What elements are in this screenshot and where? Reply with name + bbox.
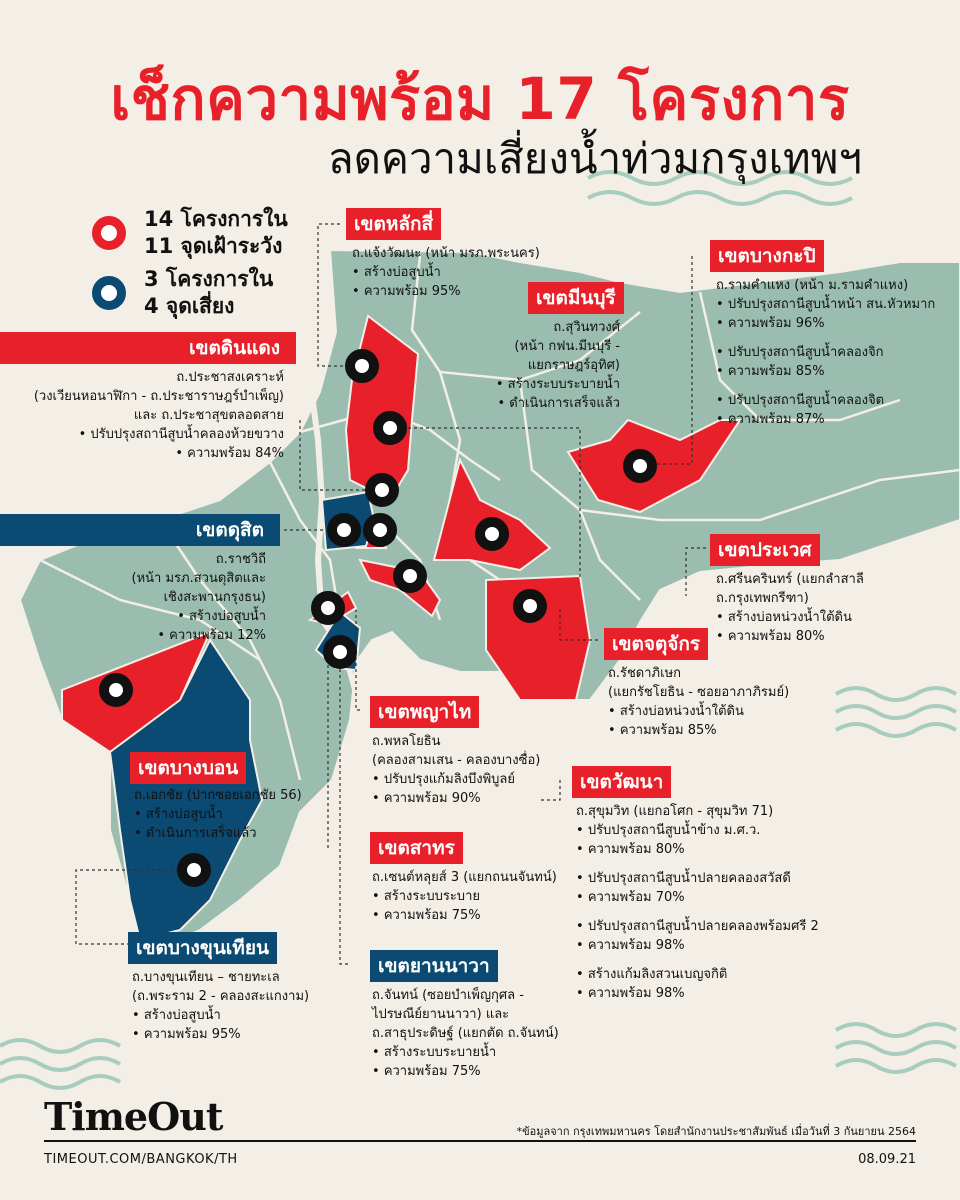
district-tag-bangkapi: เขตบางกะปิ xyxy=(710,240,824,272)
page-title: เช็กความพร้อม 17 โครงการ xyxy=(110,65,850,133)
district-tag-phayathai: เขตพญาไท xyxy=(370,696,479,728)
district-info-yannawa: ถ.จันทน์ (ซอยบำเพ็ญกุศล - ไปรษณีย์ยานนาวา) และ ถ.สาธุประดิษฐ์ (แยกตัด ถ.จันทน์) • สร้างระบบระบายน้ำ • ความพร้อม 75% xyxy=(372,986,559,1081)
district-info-bangbon: ถ.เอกชัย (ปากซอยเอกชัย 56) • สร้างบ่อสูบน้ำ • ดำเนินการเสร็จแล้ว xyxy=(134,786,302,843)
district-tag-watthana: เขตวัฒนา xyxy=(572,766,671,798)
district-info-dusit: ถ.ราชวิถี (หน้า มรภ.สวนดุสิตและ เชิงสะพานกรุงธน) • สร้างบ่อสูบน้ำ • ความพร้อม 12% xyxy=(132,550,266,645)
district-info-minburi: ถ.สุวินทวงศ์ (หน้า กฟน.มีนบุรี - แยกราษฎร์อุทิศ) • สร้างระบบระบายน้ำ • ดำเนินการเสร็จแล้ว xyxy=(496,318,620,413)
marker-bangkapi xyxy=(628,454,652,478)
legend-red-line2: 11 จุดเฝ้าระวัง xyxy=(144,234,283,258)
marker-minburi xyxy=(378,416,402,440)
timeout-logo: TimeOut xyxy=(44,1094,223,1139)
wave-decoration-right xyxy=(836,688,956,736)
marker-sathon xyxy=(316,596,340,620)
district-tag-chatuchak: เขตจตุจักร xyxy=(604,628,708,660)
wave-decoration-bottom-right xyxy=(836,1024,956,1072)
district-info-prawet: ถ.ศรีนครินทร์ (แยกลำสาลี ถ.กรุงเทพกรีฑา) • สร้างบ่อหน่วงน้ำใต้ดิน • ความพร้อม 80% xyxy=(716,570,864,646)
district-tag-yannawa: เขตยานนาวา xyxy=(370,950,498,982)
district-info-chatuchak: ถ.รัชดาภิเษก (แยกรัชโยธิน - ซอยอาภาภิรมย์) • สร้างบ่อหน่วงน้ำใต้ดิน • ความพร้อม 85% xyxy=(608,664,789,740)
marker-bangkhunthian xyxy=(182,858,206,882)
district-tag-dindaeng: เขตดินแดง xyxy=(0,332,296,364)
district-info-watthana: ถ.สุขุมวิท (แยกอโศก - สุขุมวิท 71) • ปรับปรุงสถานีสูบน้ำข้าง ม.ศ.ว. • ความพร้อม 80% • ปรับปรุงสถานีสูบน้ำปลายคลองสวัสดี • ความพร้อม 70% • ปรับปรุงสถานีสูบน้ำปลายคลองพร้อมศรี 2 • ความพร้อม 98% • สร้างแก้มลิงสวนเบญจกิติ • ความพร้อม 98% xyxy=(576,802,819,1003)
marker-watthana xyxy=(518,594,542,618)
district-info-sathon: ถ.เซนต์หลุยส์ 3 (แยกถนนจันทน์) • สร้างระบบระบาย • ความพร้อม 75% xyxy=(372,868,557,925)
district-info-laksi: ถ.แจ้งวัฒนะ (หน้า มรภ.พระนคร) • สร้างบ่อสูบน้ำ • ความพร้อม 95% xyxy=(352,244,540,301)
legend-red-marker-icon xyxy=(92,216,126,250)
marker-bangbon xyxy=(104,678,128,702)
source-footnote: *ข้อมูลจาก กรุงเทพมหานคร โดยสำนักงานประชาสัมพันธ์ เมื่อวันที่ 3 กันยายน 2564 xyxy=(516,1125,916,1138)
legend-red-line1: 14 โครงการใน xyxy=(144,207,288,231)
district-tag-sathon: เขตสาทร xyxy=(370,832,463,864)
page-subtitle: ลดความเสี่ยงน้ำท่วมกรุงเทพฯ xyxy=(327,134,862,183)
district-info-bangkapi: ถ.รามคำแหง (หน้า ม.รามคำแหง) • ปรับปรุงสถานีสูบน้ำหน้า สน.หัวหมาก • ความพร้อม 96% • ปรับปรุงสถานีสูบน้ำคลองจิก • ความพร้อม 85% • ปรับปรุงสถานีสูบน้ำคลองจิต • ความพร้อม 87% xyxy=(716,276,935,429)
wave-decoration-bottom-left xyxy=(0,1040,120,1088)
legend-blue-line1: 3 โครงการใน xyxy=(144,267,274,291)
marker-laksi xyxy=(350,354,374,378)
marker-phayathai xyxy=(398,564,422,588)
marker-yannawa xyxy=(328,640,352,664)
legend-blue xyxy=(92,266,273,320)
marker-chatuchak xyxy=(480,522,504,546)
district-tag-dusit: เขตดุสิต xyxy=(0,514,280,546)
legend-blue-marker-icon xyxy=(92,276,126,310)
footer-url[interactable]: TIMEOUT.COM/BANGKOK/TH xyxy=(44,1152,238,1167)
district-info-dindaeng: ถ.ประชาสงเคราะห์ (วงเวียนหอนาฬิกา - ถ.ประชาราษฎร์บำเพ็ญ) และ ถ.ประชาสุขตลอดสาย • ปรับปรุงสถานีสูบน้ำคลองห้วยขวาง • ความพร้อม 84% xyxy=(34,368,284,463)
district-info-bangkhunthian: ถ.บางขุนเทียน – ชายทะเล (ถ.พระราม 2 - คลองสะแกงาม) • สร้างบ่อสูบน้ำ • ความพร้อม 95% xyxy=(132,968,309,1044)
district-info-phayathai: ถ.พหลโยธิน (คลองสามเสน - คลองบางซื่อ) • ปรับปรุงแก้มลิงบึงพิบูลย์ • ความพร้อม 90% xyxy=(372,732,540,808)
marker-dindaeng xyxy=(370,478,394,502)
marker-dusit-1 xyxy=(332,518,356,542)
district-tag-bangbon: เขตบางบอน xyxy=(130,752,246,784)
footer-divider xyxy=(44,1140,916,1142)
district-tag-prawet: เขตประเวศ xyxy=(710,534,820,566)
marker-dusit-2 xyxy=(368,518,392,542)
district-tag-bangkhunthian: เขตบางขุนเทียน xyxy=(128,932,277,964)
district-tag-laksi: เขตหลักสี่ xyxy=(346,208,441,240)
legend-blue-line2: 4 จุดเสี่ยง xyxy=(144,294,235,318)
legend-red xyxy=(92,206,288,260)
district-tag-minburi: เขตมีนบุรี xyxy=(528,282,624,314)
footer-date: 08.09.21 xyxy=(858,1152,916,1167)
